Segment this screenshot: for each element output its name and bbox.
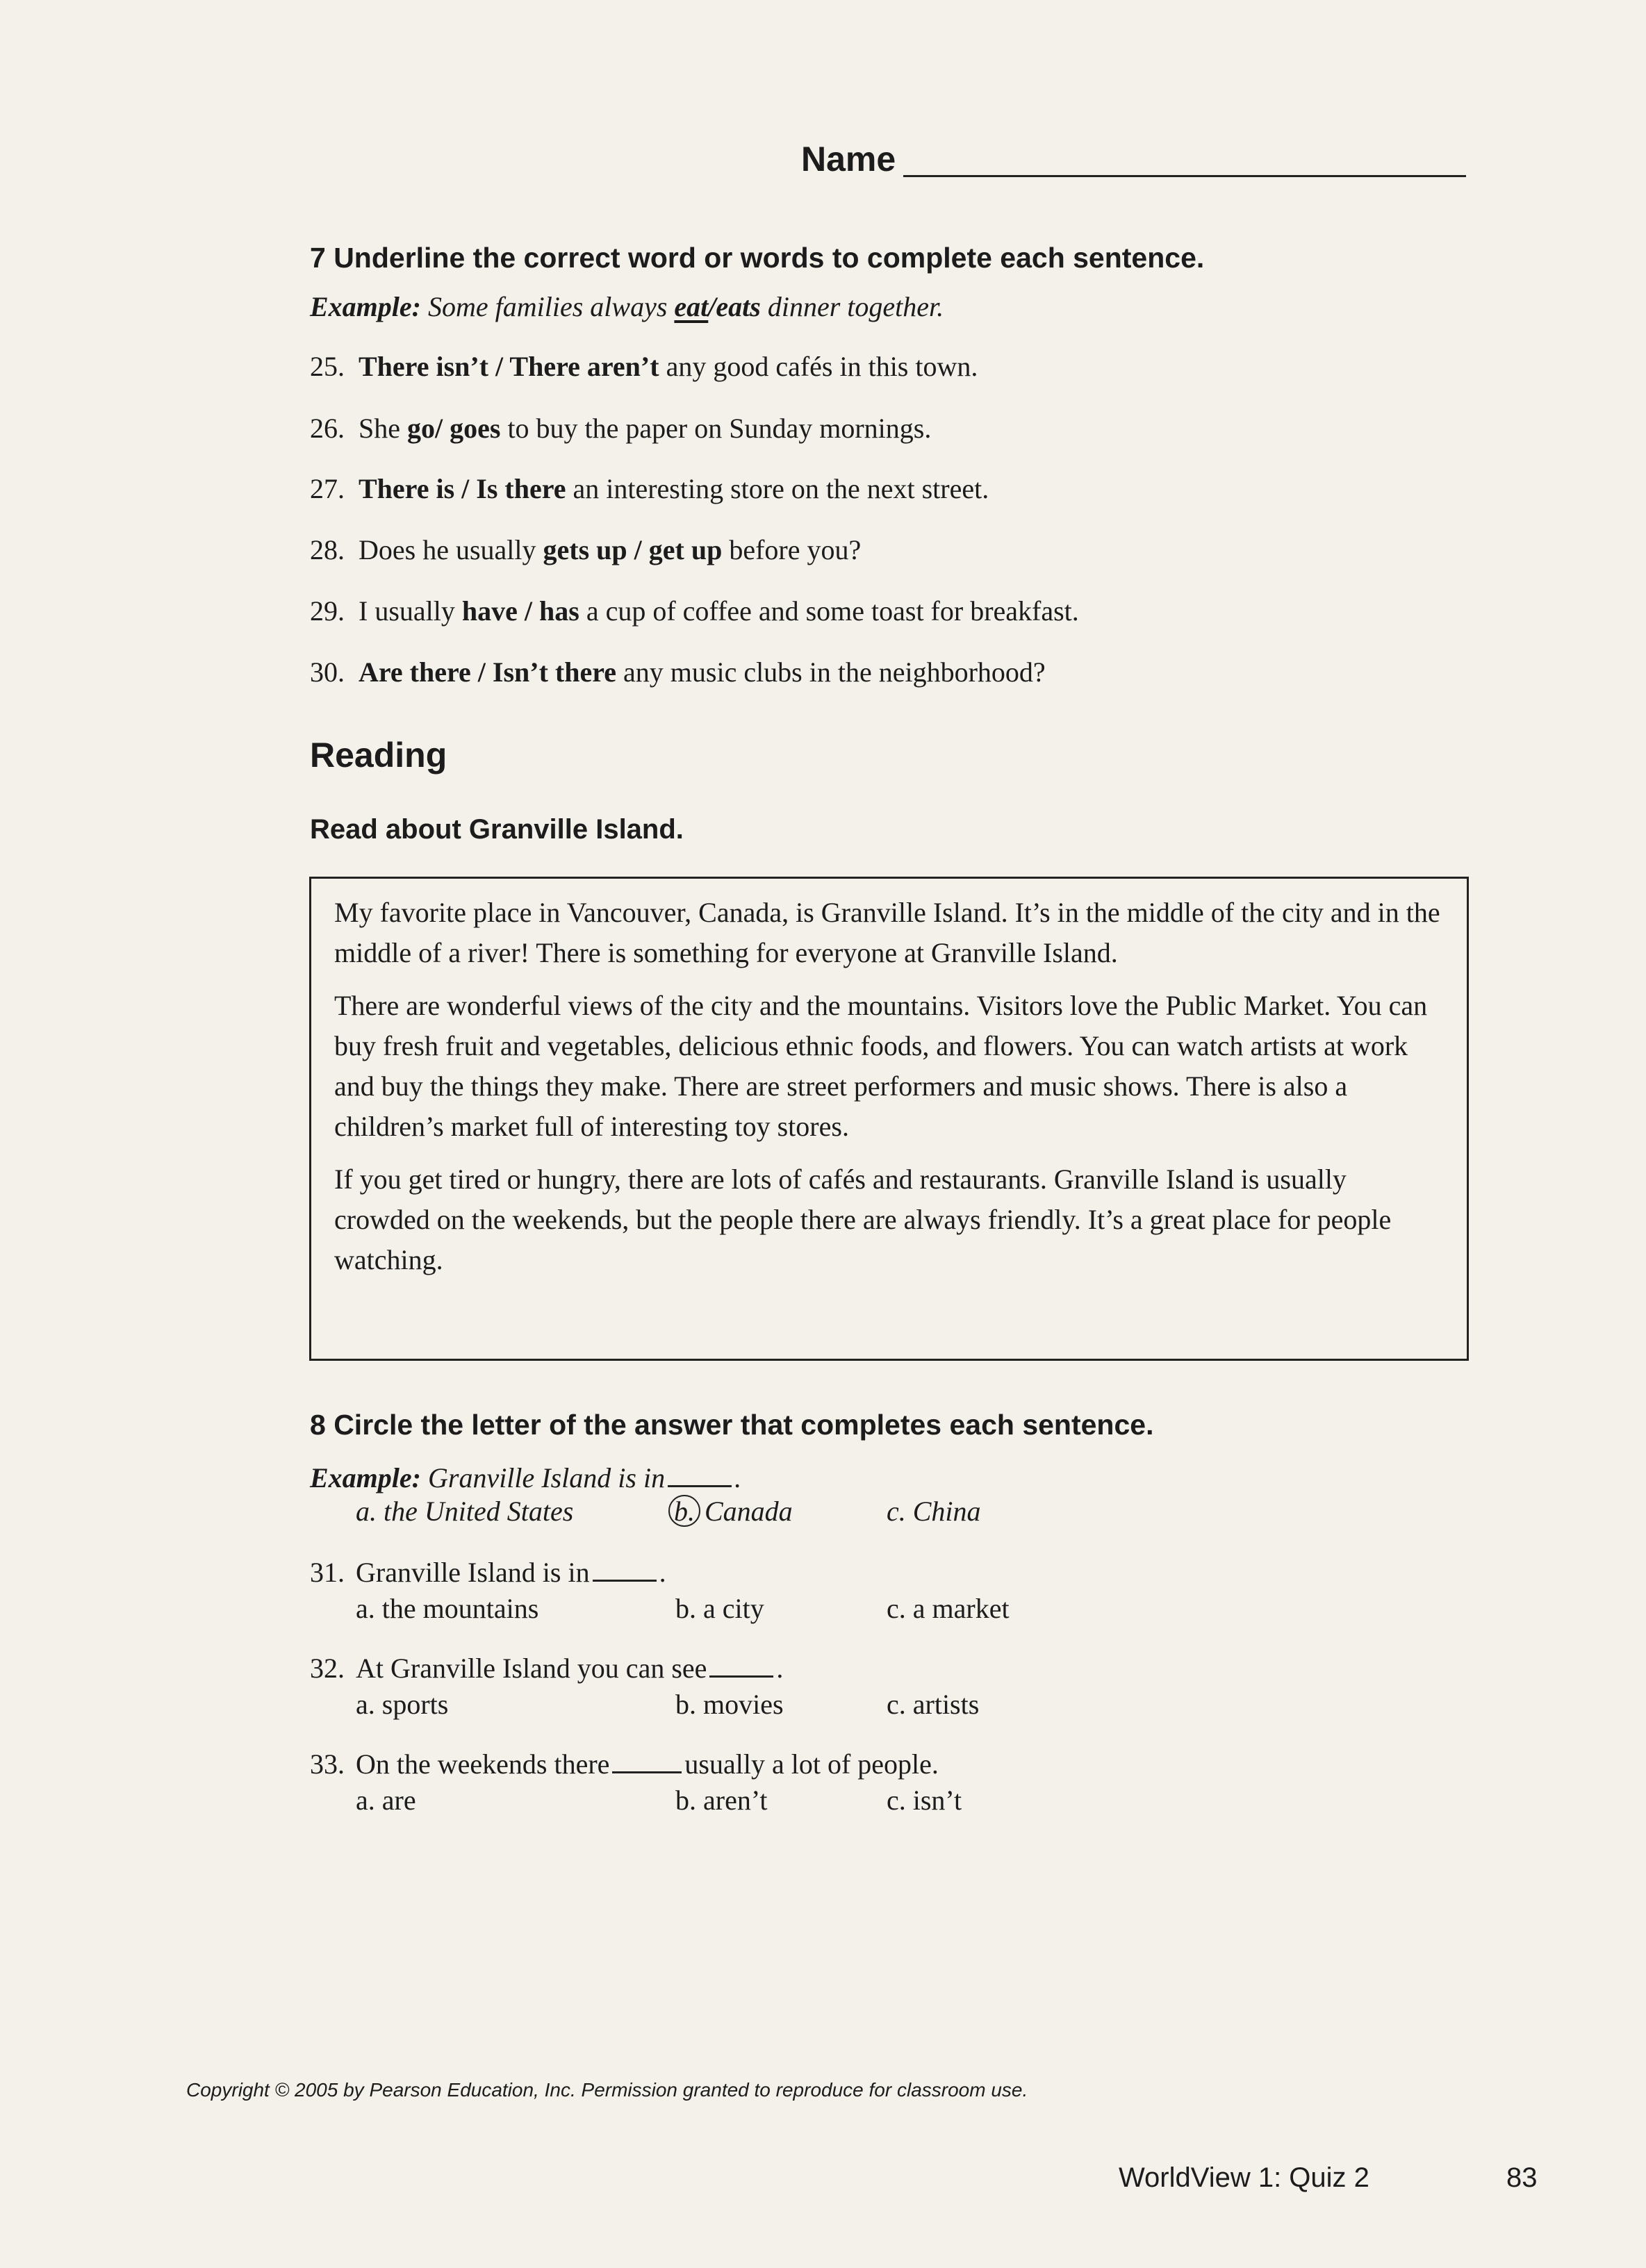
example-choice-2: eats <box>716 291 761 322</box>
example-separator: / <box>708 291 716 322</box>
example-label: Example: <box>310 291 421 322</box>
question-26[interactable] <box>310 412 931 445</box>
question-stem: At Granville Island you can see <box>356 1653 707 1684</box>
reading-passage-box <box>309 877 1469 1361</box>
question-text: an interesting store on the next street. <box>566 473 989 504</box>
question-choices[interactable]: There is / Is there <box>359 473 566 504</box>
copyright-notice: Copyright © 2005 by Pearson Education, Inc. Permission granted to reproduce for classroom use. <box>186 2079 1028 2101</box>
question-33-stem <box>310 1748 939 1780</box>
example-option-c: c. China <box>887 1496 981 1527</box>
question-33-option-a[interactable]: a. are <box>356 1785 416 1816</box>
question-choices[interactable]: Are there / Isn’t there <box>359 656 617 688</box>
question-number: 29. <box>310 595 345 627</box>
question-number: 27. <box>310 473 345 504</box>
question-choices[interactable]: gets up / get up <box>543 534 723 565</box>
example-option-b <box>668 1495 793 1528</box>
question-choices[interactable]: There isn’t / There aren’t <box>359 351 659 382</box>
example-text-pre: Some families always <box>427 291 668 322</box>
answer-blank <box>612 1749 682 1773</box>
section-8-heading: 8 Circle the letter of the answer that completes each sentence. <box>310 1409 1154 1441</box>
question-text: to buy the paper on Sunday mornings. <box>500 413 932 444</box>
question-text: a cup of coffee and some toast for breakfast. <box>579 595 1079 627</box>
question-number: 25. <box>310 351 345 382</box>
circled-letter-b: b. <box>668 1495 700 1527</box>
example-text-post: dinner together. <box>767 291 944 322</box>
question-choices[interactable]: have / has <box>461 595 579 627</box>
question-33-option-c[interactable]: c. isn’t <box>887 1785 962 1816</box>
question-text: before you? <box>722 534 862 565</box>
question-31-option-b[interactable]: b. a city <box>675 1593 764 1624</box>
question-text: I usually <box>359 595 462 627</box>
question-number: 32. <box>310 1653 345 1684</box>
question-stem: Granville Island is in <box>356 1557 590 1588</box>
answer-blank <box>593 1557 657 1582</box>
example-option-b-text: Canada <box>705 1496 793 1527</box>
question-31-stem <box>310 1556 666 1589</box>
example-stem: Granville Island is in <box>427 1462 666 1493</box>
example-label: Example: <box>310 1462 421 1493</box>
question-stem-end: . <box>659 1557 666 1588</box>
reading-title: Reading <box>310 736 447 775</box>
question-text: any good cafés in this town. <box>659 351 978 382</box>
question-text: Does he usually <box>359 534 543 565</box>
question-number: 31. <box>310 1557 345 1588</box>
question-27[interactable] <box>310 472 989 506</box>
example-option-a: a. the United States <box>356 1496 574 1527</box>
question-32-option-b[interactable]: b. movies <box>675 1689 784 1720</box>
question-number: 33. <box>310 1748 345 1780</box>
section-7-heading: 7 Underline the correct word or words to complete each sentence. <box>310 242 1205 274</box>
question-text: She <box>359 413 407 444</box>
question-32-option-c[interactable]: c. artists <box>887 1689 980 1720</box>
passage-paragraph-3: If you get tired or hungry, there are lots of cafés and restaurants. Granville Island is usually crowded on the weekends, but the people there are always friendly. It’s a great place for people watching. <box>334 1164 1392 1275</box>
question-number: 28. <box>310 534 345 565</box>
question-28[interactable] <box>310 533 861 567</box>
question-text: any music clubs in the neighborhood? <box>616 656 1046 688</box>
question-choices[interactable]: go/ goes <box>407 413 501 444</box>
question-25[interactable] <box>310 350 978 383</box>
example-blank <box>668 1463 732 1487</box>
example-stem-end: . <box>734 1462 742 1493</box>
question-stem-end: . <box>776 1653 784 1684</box>
question-29[interactable] <box>310 595 1079 628</box>
passage-paragraph-1: My favorite place in Vancouver, Canada, is Granville Island. It’s in the middle of the city and in the middle of a river! There is something for everyone at Granville Island. <box>334 897 1440 968</box>
question-stem: On the weekends there <box>356 1748 610 1780</box>
question-number: 26. <box>310 413 345 444</box>
section-7-example <box>310 290 944 324</box>
section-8-example-stem <box>310 1462 741 1494</box>
question-stem-end: usually a lot of people. <box>684 1748 939 1780</box>
example-choice-underlined: eat <box>674 291 709 322</box>
reading-instruction: Read about Granville Island. <box>310 814 684 845</box>
question-32-option-a[interactable]: a. sports <box>356 1689 449 1720</box>
name-input-line[interactable] <box>903 175 1466 177</box>
name-label: Name <box>801 140 896 179</box>
page-number: 83 <box>1506 2162 1538 2193</box>
question-31-option-c[interactable]: c. a market <box>887 1593 1010 1624</box>
question-31-option-a[interactable]: a. the mountains <box>356 1593 539 1624</box>
question-33-option-b[interactable]: b. aren’t <box>675 1785 768 1816</box>
answer-blank <box>709 1653 773 1678</box>
question-number: 30. <box>310 656 345 688</box>
question-32-stem <box>310 1652 783 1685</box>
passage-paragraph-2: There are wonderful views of the city and the mountains. Visitors love the Public Market. You can buy fresh fruit and vegetables, delicious ethnic foods, and flowers. You can watch artists at work and buy the things they make. There are street performers and music shows. There is also a children’s market full of interesting toy stores. <box>334 990 1428 1142</box>
question-30[interactable] <box>310 656 1046 689</box>
footer-book-title: WorldView 1: Quiz 2 <box>1119 2162 1369 2193</box>
